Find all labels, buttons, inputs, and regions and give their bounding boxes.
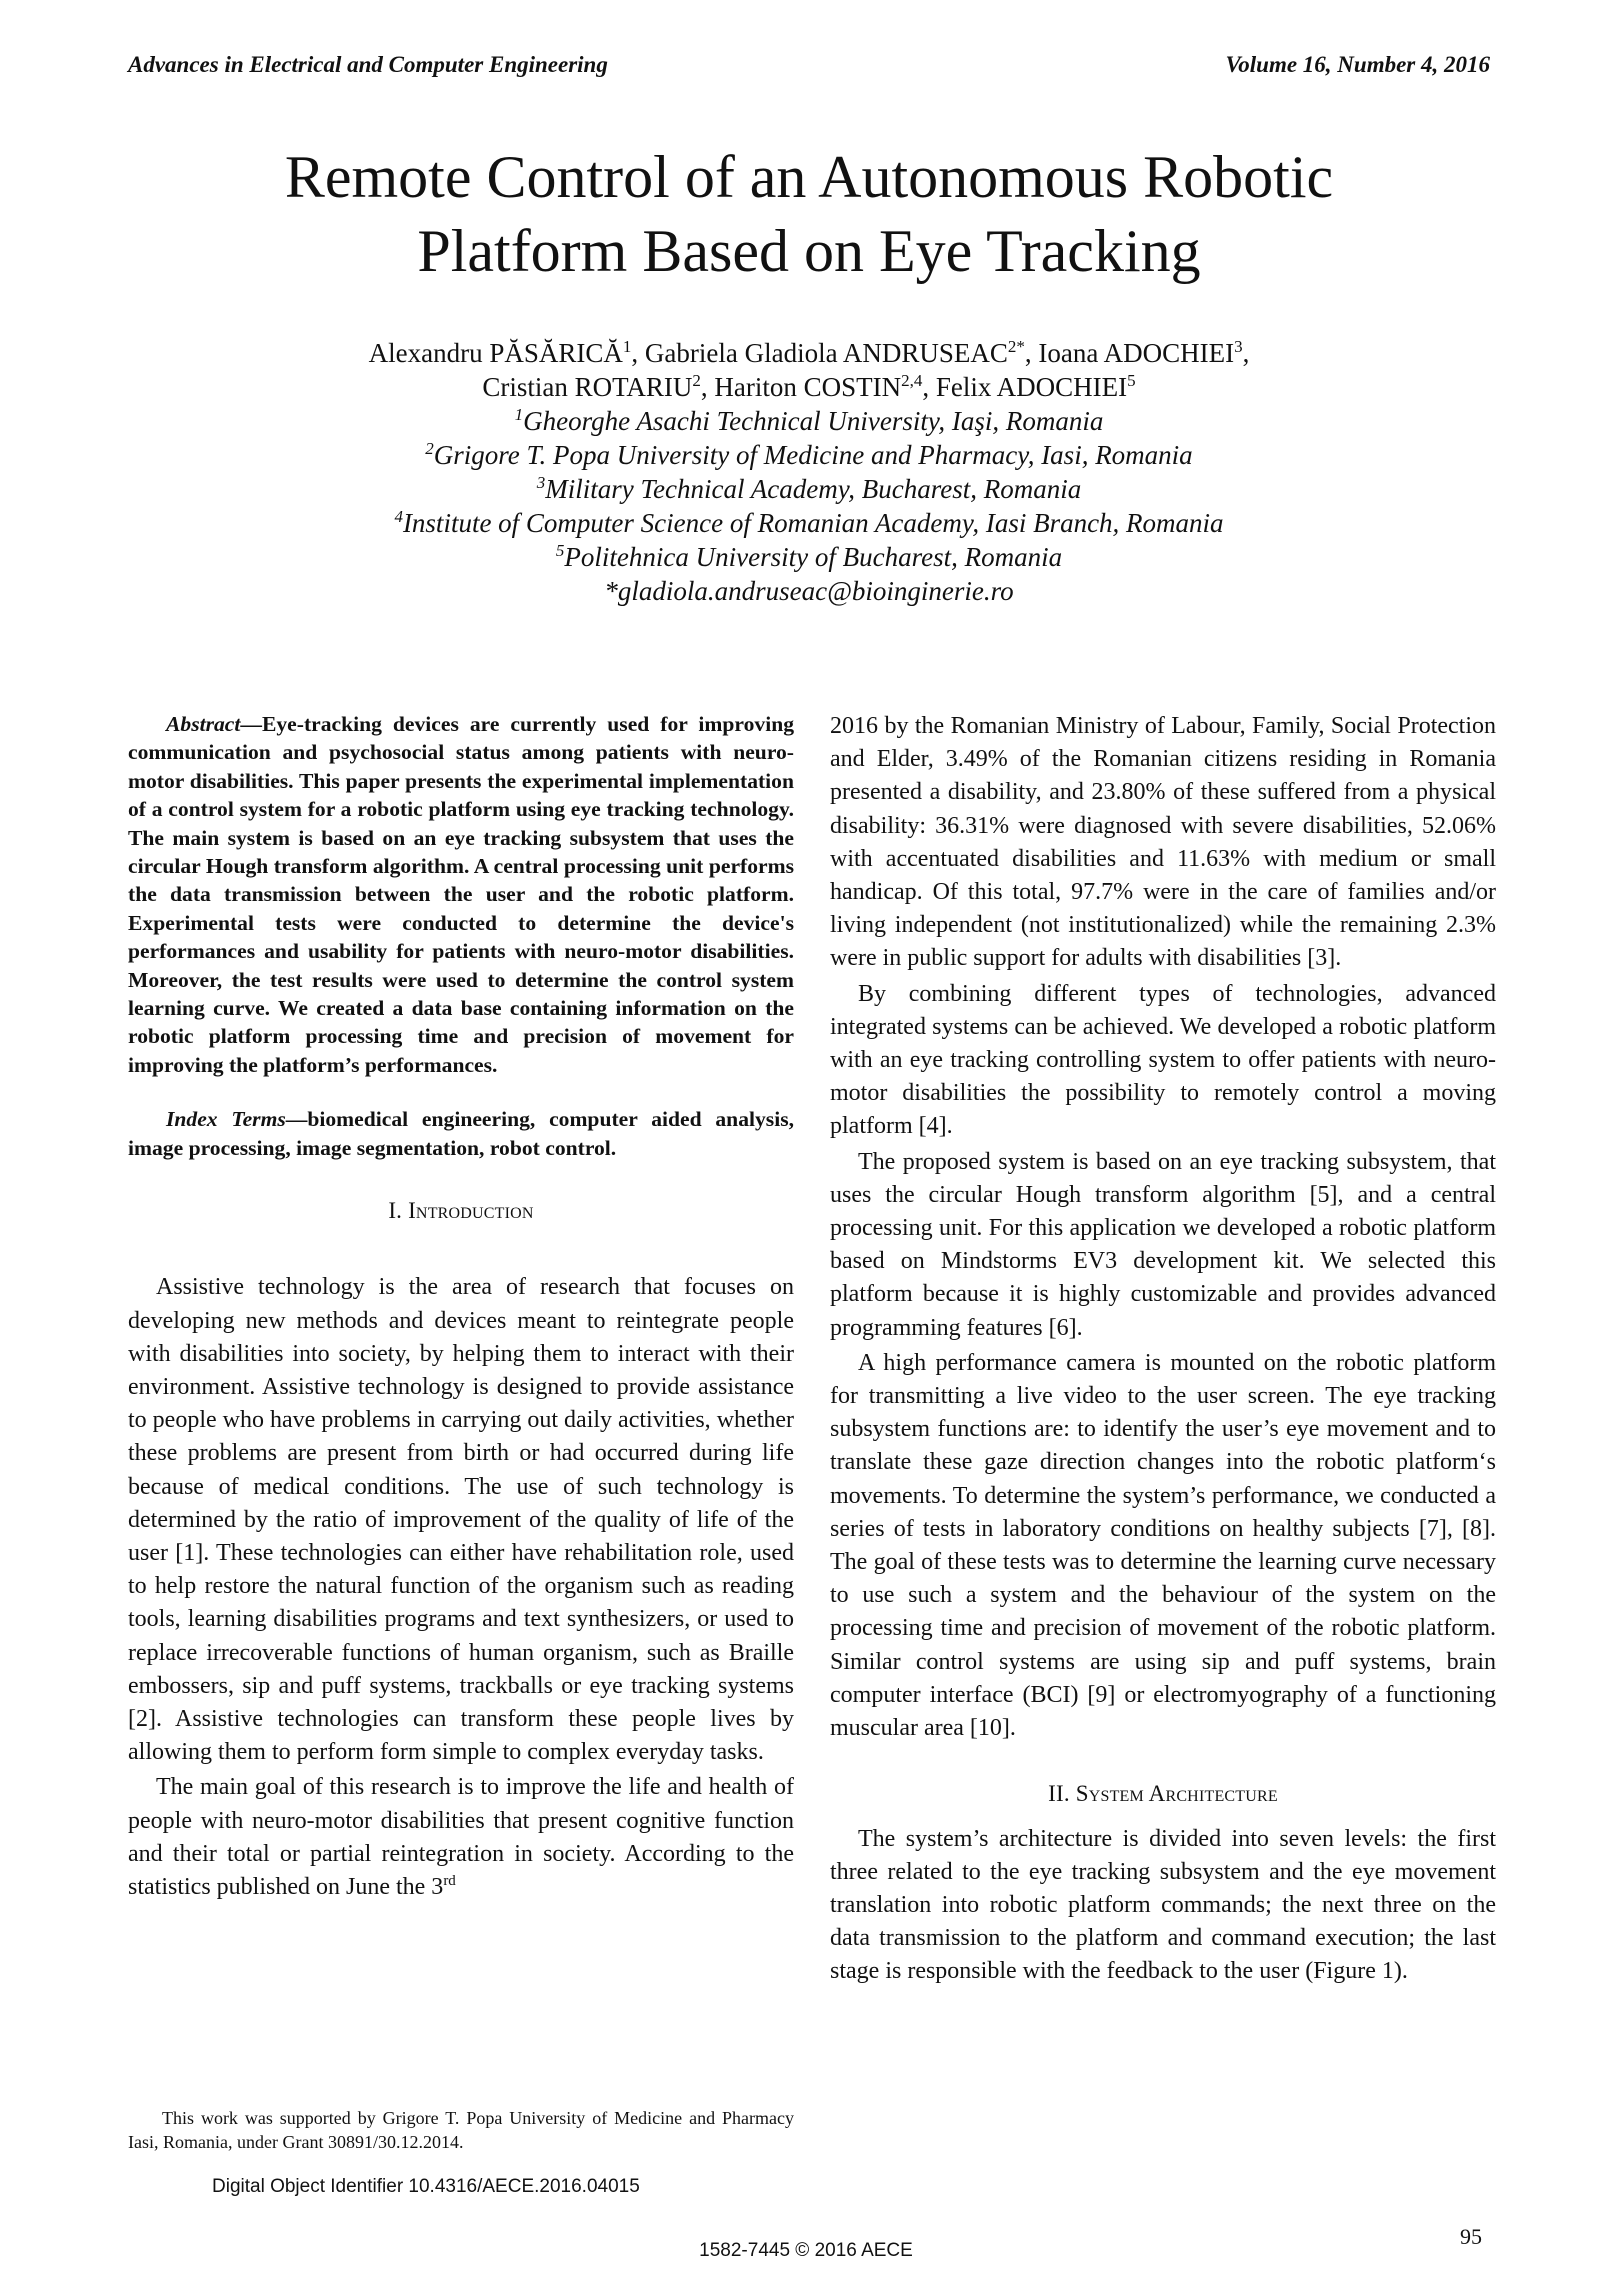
volume-info: Volume 16, Number 4, 2016: [1225, 52, 1490, 77]
author-sup: 2*: [1007, 337, 1025, 356]
title-line-2: Platform Based on Eye Tracking: [417, 218, 1201, 284]
author-name: Alexandru PĂSĂRICĂ: [368, 338, 623, 368]
author-name: Gabriela Gladiola ANDRUSEAC: [644, 338, 1008, 368]
abstract-label: Abstract: [166, 712, 241, 736]
issn-copyright: 1582-7445 © 2016 AECE: [699, 2240, 913, 2261]
architecture-paragraph-1: The system’s architecture is divided into seven levels: the first three related to the eye tracking subsystem and the eye movement translation into robotic platform commands; the next three on the data transmission to the platform and command execution; the last stage is responsible with the feedback to the user (Figure 1).: [830, 1825, 1496, 1985]
affiliation-3: $^3$Military Technical Academy, Bucharest, Romania: [536, 473, 1082, 504]
author-line-1: Alexandru PĂSĂRICĂ$^1$, Gabriela Gladiola $ANDRUSEAC^{2*}$, Ioana ADOCHIEI$^3$,: [368, 337, 1250, 368]
author-name: Felix ADOCHIEI: [935, 372, 1128, 402]
right-column: [830, 710, 1496, 1989]
intro-paragraph-2-continued: 2016 by the Romanian Ministry of Labour, Family, Social Protection and Elder, 3.49% of the Romanian citizens residing in Romania presented a disability, and 23.80% of these suffered from a physical disability: 36.31% were diagnosed with severe disabilities, 52.06% with accentuated disabilities and 11.63% with medium or small handicap. Of this total, 97.7% were in the care of families and/or living independent (not institutionalized) while the remaining 2.3% were in public support for adults with disabilities [3].: [830, 713, 1496, 972]
affiliation-1: $^1$Gheorghe Asachi Technical University, Iaşi, Romania: [514, 405, 1104, 436]
author-sup: 1: [622, 337, 632, 356]
author-name: Cristian ROTARIU: [482, 372, 693, 402]
doi[interactable]: Digital Object Identifier 10.4316/AECE.2016.04015: [212, 2176, 640, 2197]
journal-name: Advances in Electrical and Computer Engineering: [128, 52, 608, 77]
index-terms-label: Index Terms: [166, 1107, 286, 1132]
intro-paragraph-3: By combining different types of technologies, advanced integrated systems can be achieved. We developed a robotic platform with an eye tracking controlling system to offer patients with neuro-motor disabilities the possibility to remotely control a moving platform [4].: [830, 980, 1496, 1140]
intro-paragraph-4: The proposed system is based on an eye tracking subsystem, that uses the circular Hough transform algorithm [5], and a central processing unit. For this application we developed a robotic platform based on Mindstorms EV3 development kit. We selected this platform because it is highly customizable and provides advanced programming features [6].: [830, 1148, 1496, 1341]
abstract: [128, 710, 794, 1079]
abstract-text: —Eye-tracking devices are currently used for improving communication and psychosocial status among patients with neuro-motor disabilities. This paper presents the experimental implementation of a control system for a robotic platform using eye tracking technology. The main system is based on an eye tracking subsystem that uses the circular Hough transform algorithm. A central processing unit performs the data transmission between the user and the robotic platform. Experimental tests were conducted to determine the device's performances and usability for patients with neuro-motor disabilities. Moreover, the test results were used to determine the control system learning curve. We created a data base containing information on the robotic platform processing time and precision of movement for improving the platform’s performances.: [128, 712, 794, 1077]
intro-paragraph-5: A high performance camera is mounted on the robotic platform for transmitting a live video to the user screen. The eye tracking subsystem functions are: to identify the user’s eye movement and to translate these gaze direction changes into the robotic platform‘s movements. To determine the system’s performance, we conducted a series of tests in laboratory conditions on healthy subjects [7], [8]. The goal of these tests was to determine the learning curve necessary to use such a system and the behaviour of the system on the processing time and precision of movement of the robotic platform. Similar control systems are using sip and puff systems, brain computer interface (BCI) [9] or electromyography of a functioning muscular area [10].: [830, 1349, 1496, 1742]
author-sup: 3: [1234, 337, 1243, 356]
author-sup: 2: [692, 371, 701, 390]
author-sup: 2,4: [901, 371, 923, 390]
running-header: [128, 52, 1490, 88]
funding-footnote: This work was supported by Grigore T. Popa University of Medicine and Pharmacy Iasi, Romania, under Grant 30891/30.12.2014.: [128, 2108, 794, 2152]
affiliation-4: $^4$Institute of Computer Science of Romanian Academy, Iasi Branch, Romania: [394, 507, 1224, 538]
left-column: [128, 710, 794, 1904]
intro-paragraph-1: Assistive technology is the area of research that focuses on developing new methods and devices meant to reintegrate people with disabilities into society, by helping them to interact with their environment. Assistive technology is designed to provide assistance to people who have problems in carrying out daily activities, whether these problems are present from birth or had occurred during life because of medical conditions. The use of such technology is determined by the ratio of improvement of the quality of life of the user [1]. These technologies can either have rehabilitation role, used to help restore the natural function of the organism such as reading tools, learning disabilities programs and text synthesizers, or used to replace irrecoverable functions of human organism, such as Braille embossers, sip and puff systems, trackballs or eye tracking systems [2]. Assistive technologies can transform these people lives by allowing them to perform form simple to complex everyday tasks.: [128, 1274, 794, 1766]
index-terms: [128, 1105, 794, 1162]
index-terms-text: —biomedical engineering, computer aided analysis, image processing, image segmentation, robot control.: [128, 1107, 794, 1160]
author-block: [128, 336, 1490, 608]
affiliation-5: $^5$Politehnica University of Bucharest, Romania: [555, 541, 1063, 572]
author-name: Ioana ADOCHIEI: [1038, 338, 1235, 368]
title-line-1: Remote Control of an Autonomous Robotic: [284, 144, 1334, 210]
paper-title: [128, 140, 1490, 288]
author-sup: 5: [1127, 371, 1136, 390]
section-heading-introduction: I. Introduction: [388, 1198, 534, 1224]
author-line-2: Cristian ROTARIU$^2$, Hariton COSTIN$^{2,4}$, Felix ADOCHIEI$^5$: [482, 371, 1136, 402]
section-heading-architecture: II. System Architecture: [1048, 1781, 1278, 1807]
author-name: Hariton COSTIN: [714, 372, 902, 402]
page-number: 95: [1460, 2224, 1482, 2249]
affiliation-2: $^2$Grigore T. Popa University of Medicine and Pharmacy, Iasi, Romania: [425, 439, 1193, 470]
intro-paragraph-2: The main goal of this research is to improve the life and health of people with neuro-motor disabilities that present cognitive function and their total or partial reintegration in society. According to the statistics published on June the 3rd: [128, 1774, 794, 1900]
contact-email[interactable]: *gladiola.andruseac@bioinginerie.ro: [604, 576, 1014, 606]
